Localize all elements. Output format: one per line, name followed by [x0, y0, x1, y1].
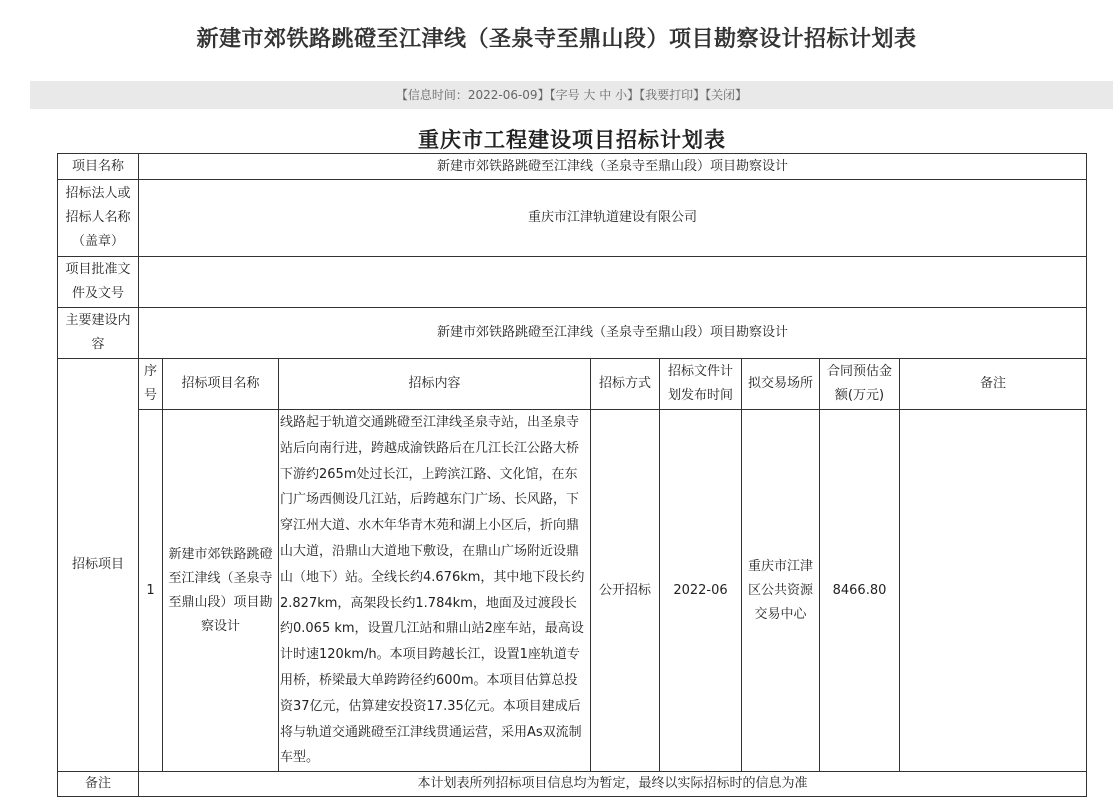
row-bid-content: 线路起于轨道交通跳磴至江津线圣泉寺站，出圣泉寺站后向南行进，跨越成渝铁路后在几江长江公路大桥下游约265m处过长江，上跨滨江路、文化馆，在东门广场西侧设几江站，后跨越东门广场、长风路，下穿江州大道、水木年华青木苑和湖上小区后，折向鼎山大道，沿鼎山大道地下敷设，在鼎山广场附近设鼎山（地下）站。全线长约4.676km，其中地下段长约2.827km，高架段长约1.784km，地面及过渡段长约0.065 km，设置几江站和鼎山站2座车站，最高设计时速120km/h。本项目跨越长江，设置1座轨道专用桥，桥梁最大单跨跨径约600m。本项目估算总投资37亿元，估算建安投资17.35亿元。本项目建成后将与轨道交通跳磴至江津线贯通运营，采用As双流制车型。 — [279, 410, 591, 772]
row-bid-name: 新建市郊铁路跳磴至江津线（圣泉寺至鼎山段）项目勘察设计 — [163, 410, 279, 772]
font-large-link[interactable]: 大 — [583, 88, 596, 102]
column-header: 备注 — [900, 359, 1087, 410]
row-remark — [900, 410, 1087, 772]
print-link[interactable]: 【我要打印】 — [639, 88, 706, 102]
column-header: 招标方式 — [591, 359, 660, 410]
row-number: 1 — [139, 410, 163, 772]
note-label: 备注 — [58, 772, 139, 797]
info-bar — [30, 81, 1113, 109]
note-value: 本计划表所列招标项目信息均为暂定，最终以实际招标时的信息为准 — [139, 772, 1087, 797]
project-name-label: 项目名称 — [58, 154, 139, 180]
content-label: 主要建设内容 — [58, 308, 139, 359]
table-heading: 重庆市工程建设项目招标计划表 — [418, 128, 726, 152]
plan-table — [57, 153, 1087, 797]
column-header: 序号 — [139, 359, 163, 410]
column-header: 招标内容 — [279, 359, 591, 410]
content-value: 新建市郊铁路跳磴至江津线（圣泉寺至鼎山段）项目勘察设计 — [139, 308, 1087, 359]
column-header: 拟交易场所 — [742, 359, 820, 410]
font-small-link[interactable]: 小】 — [615, 88, 640, 102]
font-medium-link[interactable]: 中 — [599, 88, 612, 102]
row-amount: 8466.80 — [820, 410, 900, 772]
column-header: 招标项目名称 — [163, 359, 279, 410]
close-link[interactable]: 【关闭】 — [705, 88, 748, 102]
project-name-value: 新建市郊铁路跳磴至江津线（圣泉寺至鼎山段）项目勘察设计 — [139, 154, 1087, 180]
tenderer-value: 重庆市江津轨道建设有限公司 — [139, 180, 1087, 257]
tenderer-label: 招标法人或招标人名称（盖章） — [58, 180, 139, 257]
bid-items-label: 招标项目 — [58, 359, 139, 772]
font-size-label: 【字号 — [549, 88, 580, 102]
page-title: 新建市郊铁路跳磴至江津线（圣泉寺至鼎山段）项目勘察设计招标计划表 — [196, 27, 917, 52]
column-header: 招标文件计划发布时间 — [660, 359, 742, 410]
row-bid-method: 公开招标 — [591, 410, 660, 772]
info-time: 【信息时间：2022-06-09】 — [395, 88, 550, 102]
row-publish-date: 2022-06 — [660, 410, 742, 772]
approval-value — [139, 257, 1087, 308]
column-header: 合同预估金额(万元) — [820, 359, 900, 410]
approval-label: 项目批准文件及文号 — [58, 257, 139, 308]
row-venue: 重庆市江津区公共资源交易中心 — [742, 410, 820, 772]
